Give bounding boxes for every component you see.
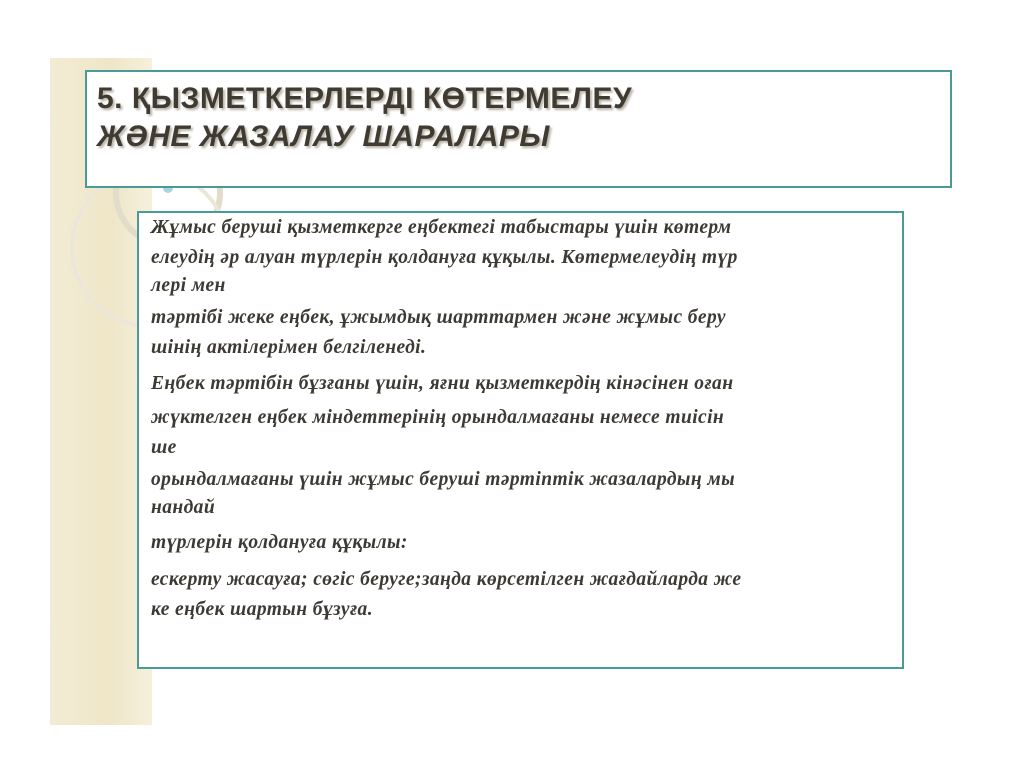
body-line: түрлерін қолдануға құқылы: (151, 532, 408, 553)
body-line: Жұмыс беруші қызметкерге еңбектегі табыстары үшін көтерм (151, 217, 732, 238)
slide-title-line-2: ЖӘНЕ ЖАЗАЛАУ ШАРАЛАРЫ (97, 120, 550, 153)
body-line: ке еңбек шартын бұзуға. (151, 599, 373, 620)
slide (50, 58, 970, 725)
body-line: ше (151, 437, 177, 458)
body-line: елеудің әр алуан түрлерін қолдануға құқылы. Көтермелеудің түр (151, 247, 738, 268)
body-line: Еңбек тәртібін бұзғаны үшін, яғни қызметкердің кінәсінен оған (151, 373, 734, 394)
body-line: жүктелген еңбек міндеттерінің орындалмағаны немесе тиісін (151, 407, 725, 428)
body-line: шінің актілерімен белгіленеді. (151, 337, 427, 358)
body-line: тәртібі жеке еңбек, ұжымдық шарттармен және жұмыс беру (151, 307, 726, 328)
slide-title-line-1: 5. ҚЫЗМЕТКЕРЛЕРДІ КӨТЕРМЕЛЕУ (97, 82, 633, 115)
content-box (137, 211, 904, 669)
body-line: лері мен (151, 275, 226, 296)
body-line: нандай (151, 497, 216, 518)
body-line: орындалмағаны үшін жұмыс беруші тәртіптік жазалардың мы (151, 469, 736, 490)
title-box (85, 70, 952, 188)
body-line: ескерту жасауға; сөгіс беруге;заңда көрсетілген жағдайларда же (151, 569, 742, 590)
